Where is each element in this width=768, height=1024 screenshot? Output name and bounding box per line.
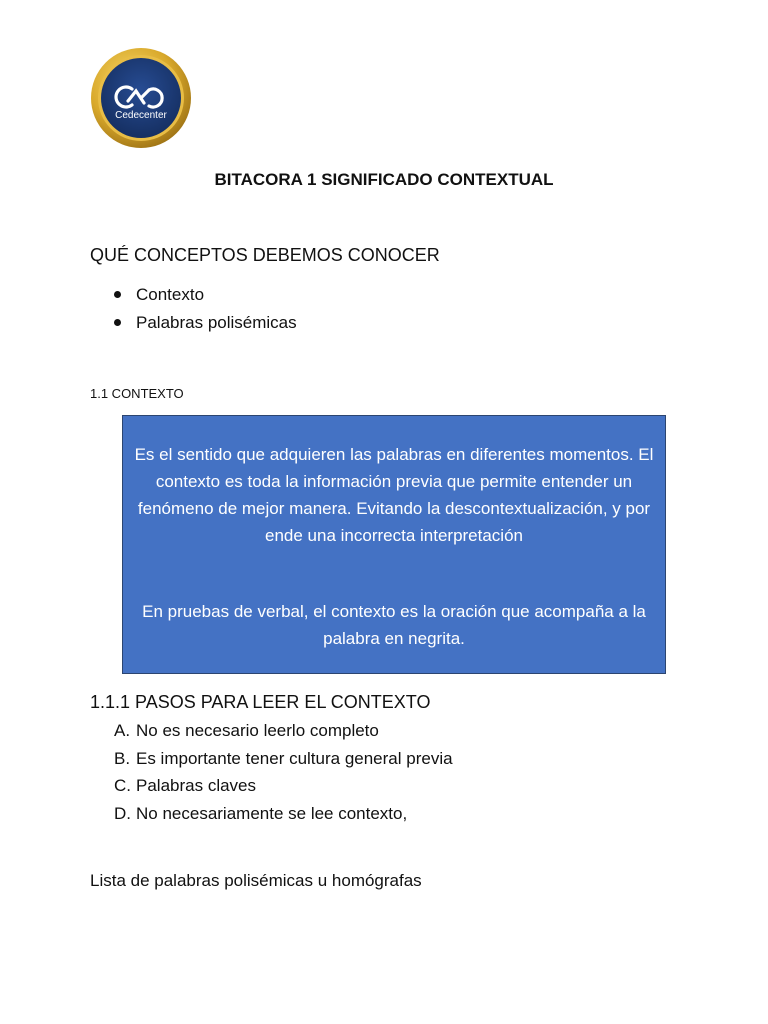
concepts-heading: QUÉ CONCEPTOS DEBEMOS CONOCER [90,245,440,265]
verbal-test-paragraph: En pruebas de verbal, el contexto es la oración que acompaña a la palabra en negrita. [142,602,646,648]
list-item [90,746,453,774]
step-text: Es importante tener cultura general previa [136,748,453,768]
definition-box [122,415,666,674]
definition-paragraph: Es el sentido que adquieren las palabras en diferentes momentos. El contexto es toda la información previa que permite entender un fenómeno de mejor manera. Evitando la descontextualización, y por ende una incorrecta interpretación [134,445,654,545]
list-item: Contexto [90,283,297,311]
section-heading-context: 1.1 CONTEXTO [90,386,184,401]
list-marker: A. [114,721,131,740]
step-text: No es necesario leerlo completo [136,721,379,740]
list-item [90,718,453,746]
list-item: Palabras polisémicas [90,311,297,339]
step-text: Palabras claves [136,776,257,795]
logo-wordmark: Cedecenter [115,110,167,121]
list-item [90,773,453,801]
document-title: BITACORA 1 SIGNIFICADO CONTEXTUAL [214,170,554,189]
list-marker: C. [114,776,131,795]
list-marker: B. [114,748,131,768]
steps-list [90,718,453,828]
list-item [90,801,453,829]
steps-heading: 1.1.1 PASOS PARA LEER EL CONTEXTO [90,692,431,712]
cedecenter-logo [91,46,191,150]
concepts-list [90,283,297,339]
polysemic-list-title: Lista de palabras polisémicas u homógrafas [90,871,422,890]
step-text: No necesariamente se lee contexto, [136,803,408,823]
list-marker: D. [114,803,131,823]
